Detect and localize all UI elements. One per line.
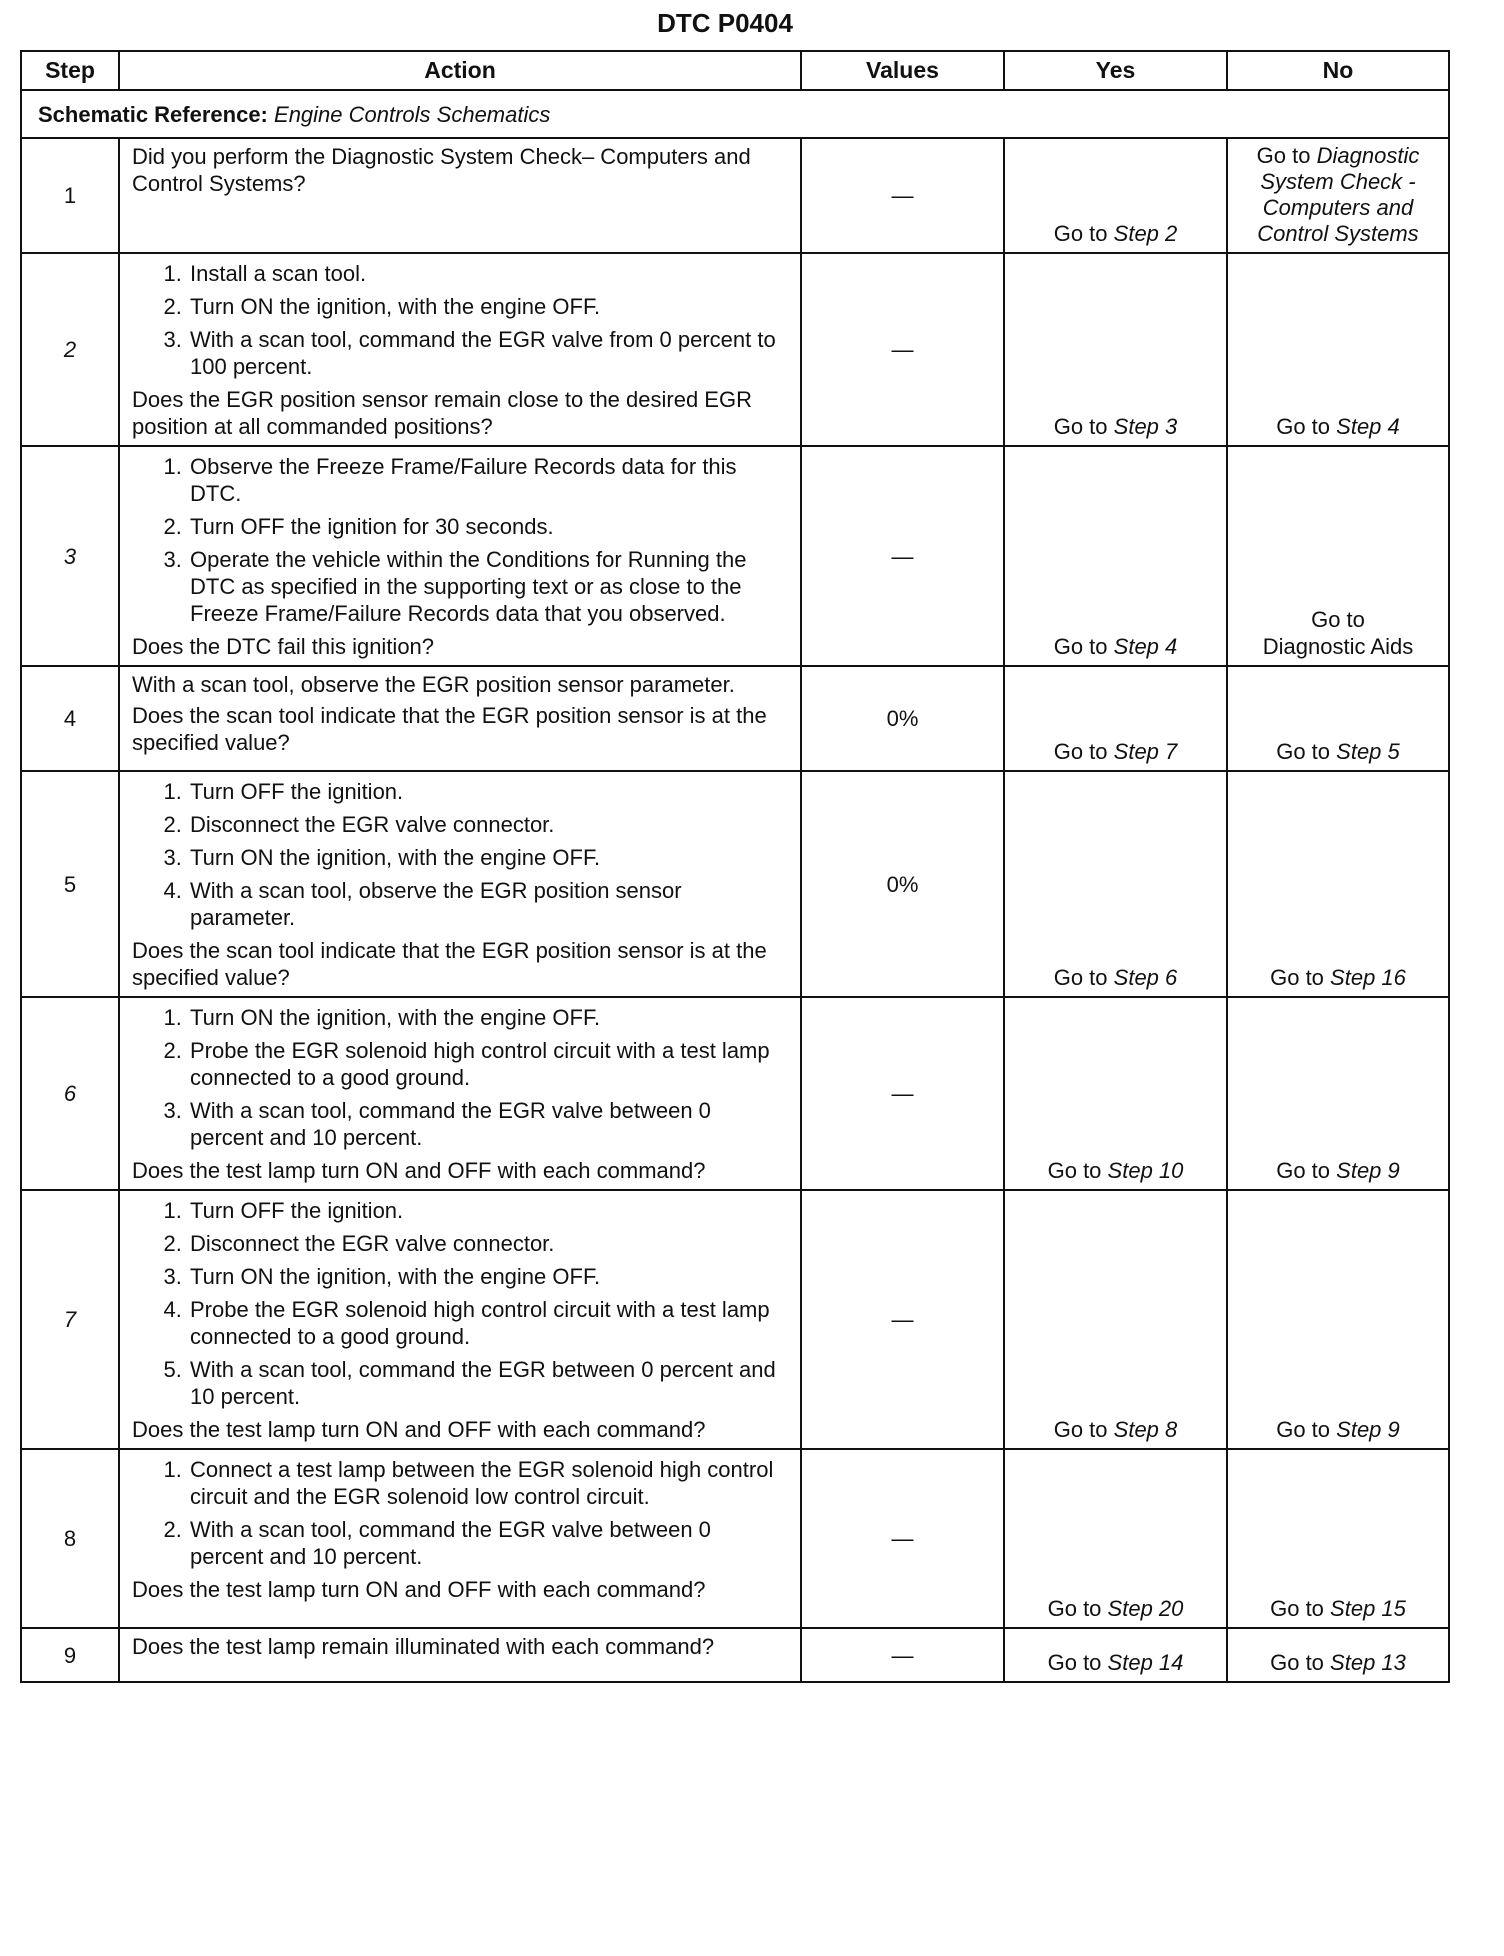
action-question: Does the scan tool indicate that the EGR position sensor is at the specified value?	[132, 703, 767, 755]
no-go-to: Go to	[1276, 414, 1331, 439]
yes-cell	[1004, 1628, 1227, 1682]
yes-go-to: Go to	[1053, 1417, 1108, 1442]
yes-go-to: Go to	[1047, 1596, 1102, 1621]
yes-go-to: Go to	[1053, 965, 1108, 990]
schematic-row	[21, 90, 1449, 138]
action-question: Does the test lamp turn ON and OFF with each command?	[132, 1577, 706, 1602]
no-cell	[1227, 138, 1449, 253]
no-step-ref: Step 15	[1330, 1596, 1406, 1621]
step-number: 1	[21, 138, 119, 253]
action-list	[132, 260, 788, 380]
header-values: Values	[801, 51, 1004, 90]
yes-cell	[1004, 771, 1227, 997]
step-number: 9	[21, 1628, 119, 1682]
values-cell: —	[801, 1628, 1004, 1682]
action-list-item: 2. Probe the EGR solenoid high control circuit with a test lamp connected to a good ground.	[188, 1037, 788, 1091]
action-question: Does the test lamp turn ON and OFF with each command?	[132, 1417, 706, 1442]
action-cell	[119, 1449, 801, 1628]
action-list	[132, 453, 788, 627]
header-yes: Yes	[1004, 51, 1227, 90]
values-cell: 0%	[801, 771, 1004, 997]
schematic-label: Schematic Reference:	[38, 101, 268, 127]
yes-step-ref: Step 10	[1107, 1158, 1184, 1183]
no-step-ref: Step 4	[1336, 414, 1400, 439]
action-cell	[119, 666, 801, 771]
no-cell	[1227, 253, 1449, 446]
yes-step-ref: Step 4	[1113, 634, 1178, 659]
no-go-to: Go to	[1270, 965, 1324, 990]
no-go-to: Go to	[1270, 1650, 1324, 1675]
step-number: 5	[21, 771, 119, 997]
no-go-to: Go to	[1311, 607, 1365, 632]
action-cell	[119, 1628, 801, 1682]
action-list-item: 1. Turn ON the ignition, with the engine OFF.	[188, 1004, 788, 1031]
action-list-item: 4. With a scan tool, observe the EGR position sensor parameter.	[188, 877, 788, 931]
no-target-ref: Diagnostic System Check - Computers and Control Systems	[1257, 143, 1420, 246]
no-go-to: Go to	[1276, 1158, 1331, 1183]
header-no: No	[1227, 51, 1449, 90]
no-step-ref: Step 13	[1330, 1650, 1406, 1675]
yes-step-ref: Step 14	[1107, 1650, 1184, 1675]
action-list-item: 1. Turn OFF the ignition.	[188, 778, 788, 805]
step-row	[21, 1628, 1449, 1682]
values-cell: —	[801, 446, 1004, 666]
action-list-item: 1. Turn OFF the ignition.	[188, 1197, 788, 1224]
action-list-item: 3. Turn ON the ignition, with the engine OFF.	[188, 1263, 788, 1290]
step-row	[21, 1190, 1449, 1449]
step-row	[21, 1449, 1449, 1628]
yes-cell	[1004, 1190, 1227, 1449]
step-number: 6	[21, 997, 119, 1190]
no-step-ref: Step 9	[1336, 1158, 1400, 1183]
values-cell: —	[801, 253, 1004, 446]
step-row	[21, 138, 1449, 253]
no-cell	[1227, 446, 1449, 666]
action-question: Does the EGR position sensor remain close to the desired EGR position at all commanded positions?	[132, 387, 752, 439]
action-list-item: 2. Disconnect the EGR valve connector.	[188, 811, 788, 838]
action-cell	[119, 1190, 801, 1449]
action-list-item: 3. With a scan tool, command the EGR valve from 0 percent to 100 percent.	[188, 326, 788, 380]
values-cell: —	[801, 997, 1004, 1190]
step-row	[21, 253, 1449, 446]
no-cell	[1227, 1449, 1449, 1628]
action-cell	[119, 446, 801, 666]
document-title: DTC P0404	[657, 8, 793, 38]
step-row	[21, 666, 1449, 771]
action-list-item: 3. Turn ON the ignition, with the engine OFF.	[188, 844, 788, 871]
yes-go-to: Go to	[1053, 414, 1108, 439]
action-question: Does the scan tool indicate that the EGR position sensor is at the specified value?	[132, 938, 767, 990]
schematic-reference	[21, 90, 1449, 138]
values-cell: —	[801, 138, 1004, 253]
yes-cell	[1004, 666, 1227, 771]
diagnostic-table	[20, 50, 1450, 1683]
yes-step-ref: Step 3	[1113, 414, 1178, 439]
header-step: Step	[21, 51, 119, 90]
yes-cell	[1004, 253, 1227, 446]
no-cell	[1227, 771, 1449, 997]
values-cell: —	[801, 1190, 1004, 1449]
action-question: Does the test lamp turn ON and OFF with each command?	[132, 1158, 706, 1183]
action-lead: With a scan tool, observe the EGR position sensor parameter.	[132, 672, 735, 697]
action-cell	[119, 771, 801, 997]
action-list-item: 4. Probe the EGR solenoid high control circuit with a test lamp connected to a good ground.	[188, 1296, 788, 1350]
action-list-item: 2. Disconnect the EGR valve connector.	[188, 1230, 788, 1257]
action-list-item: 2. Turn ON the ignition, with the engine OFF.	[188, 293, 788, 320]
yes-go-to: Go to	[1053, 739, 1108, 764]
action-cell	[119, 997, 801, 1190]
action-list-item: 1. Install a scan tool.	[188, 260, 788, 287]
yes-go-to: Go to	[1053, 221, 1108, 246]
step-number: 7	[21, 1190, 119, 1449]
no-cell	[1227, 1628, 1449, 1682]
no-go-to: Go to	[1276, 739, 1331, 764]
yes-step-ref: Step 8	[1113, 1417, 1178, 1442]
action-list-item: 2. Turn OFF the ignition for 30 seconds.	[188, 513, 788, 540]
action-list-item: 3. Operate the vehicle within the Conditions for Running the DTC as specified in the supporting text or as close to the Freeze Frame/Failure Records data that you observed.	[188, 546, 788, 627]
no-go-to: Go to	[1276, 1417, 1331, 1442]
step-number: 3	[21, 446, 119, 666]
step-number: 2	[21, 253, 119, 446]
action-cell	[119, 138, 801, 253]
schematic-value: Engine Controls Schematics	[274, 101, 551, 127]
no-target-ref: Diagnostic Aids	[1262, 634, 1414, 659]
step-row	[21, 997, 1449, 1190]
no-go-to: Go to	[1270, 1596, 1324, 1621]
step-row	[21, 446, 1449, 666]
values-cell: —	[801, 1449, 1004, 1628]
action-list-item: 3. With a scan tool, command the EGR valve between 0 percent and 10 percent.	[188, 1097, 788, 1151]
no-cell	[1227, 997, 1449, 1190]
yes-step-ref: Step 7	[1113, 739, 1178, 764]
action-list-item: 5. With a scan tool, command the EGR between 0 percent and 10 percent.	[188, 1356, 788, 1410]
action-list-item: 1. Connect a test lamp between the EGR solenoid high control circuit and the EGR solenoid low control circuit.	[188, 1456, 788, 1510]
action-list	[132, 1197, 788, 1410]
step-row	[21, 771, 1449, 997]
values-cell: 0%	[801, 666, 1004, 771]
no-cell	[1227, 1190, 1449, 1449]
action-list	[132, 1004, 788, 1151]
no-cell	[1227, 666, 1449, 771]
action-list	[132, 1456, 788, 1570]
yes-go-to: Go to	[1053, 634, 1108, 659]
action-list-item: 1. Observe the Freeze Frame/Failure Records data for this DTC.	[188, 453, 788, 507]
yes-go-to: Go to	[1047, 1650, 1102, 1675]
action-question: Does the test lamp remain illuminated with each command?	[132, 1634, 715, 1659]
yes-step-ref: Step 6	[1113, 965, 1178, 990]
action-question: Did you perform the Diagnostic System Check– Computers and Control Systems?	[132, 144, 751, 196]
action-list	[132, 778, 788, 931]
yes-cell	[1004, 997, 1227, 1190]
header-row	[21, 51, 1449, 90]
yes-cell	[1004, 1449, 1227, 1628]
action-list-item: 2. With a scan tool, command the EGR valve between 0 percent and 10 percent.	[188, 1516, 788, 1570]
yes-step-ref: Step 2	[1113, 221, 1178, 246]
no-go-to: Go to	[1256, 143, 1311, 168]
step-number: 4	[21, 666, 119, 771]
yes-go-to: Go to	[1047, 1158, 1102, 1183]
no-step-ref: Step 16	[1330, 965, 1406, 990]
step-number: 8	[21, 1449, 119, 1628]
yes-cell	[1004, 446, 1227, 666]
no-step-ref: Step 5	[1336, 739, 1400, 764]
no-step-ref: Step 9	[1336, 1417, 1400, 1442]
yes-cell	[1004, 138, 1227, 253]
yes-step-ref: Step 20	[1107, 1596, 1184, 1621]
action-question: Does the DTC fail this ignition?	[132, 634, 435, 659]
header-action: Action	[119, 51, 801, 90]
action-cell	[119, 253, 801, 446]
